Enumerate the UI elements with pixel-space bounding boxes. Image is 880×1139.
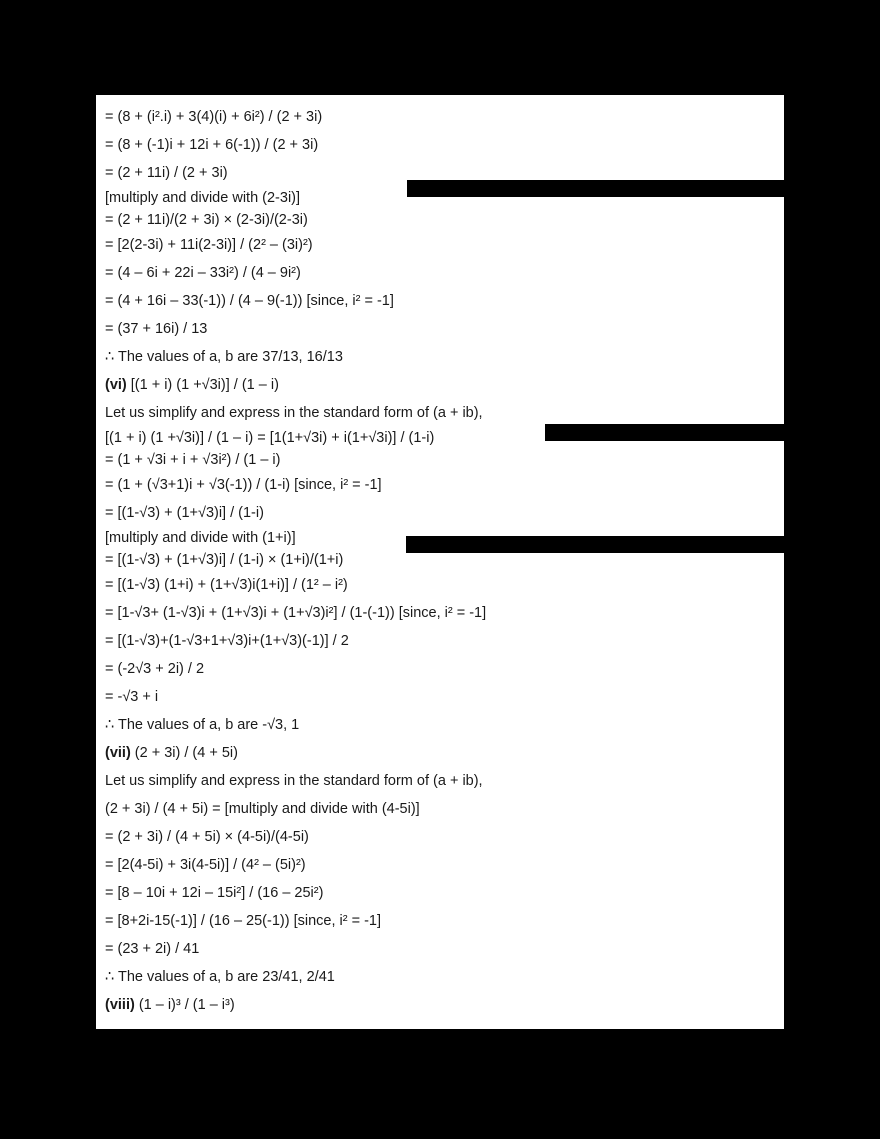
document-page — [96, 95, 784, 1029]
redaction-bar — [545, 424, 784, 441]
text-line — [96, 963, 784, 991]
line-text: ∴ The values of a, b are -√3, 1 — [105, 717, 300, 733]
text-line — [96, 627, 784, 655]
line-text: = (23 + 2i) / 41 — [105, 941, 200, 957]
text-line-item-viii — [96, 991, 784, 1019]
line-text: = -√3 + i — [105, 689, 159, 705]
line-text: (2 + 3i) / (4 + 5i) — [134, 745, 238, 761]
text-line — [96, 599, 784, 627]
text-line — [96, 131, 784, 159]
line-text: = (37 + 16i) / 13 — [105, 321, 208, 337]
text-line — [96, 571, 784, 599]
page-bottom-margin — [96, 1019, 784, 1029]
line-text: Let us simplify and express in the standard form of (a + ib), — [105, 405, 483, 421]
text-line — [96, 823, 784, 851]
redaction-bar — [406, 536, 784, 553]
line-text: = [2(2-3i) + 11i(2-3i)] / (2² – (3i)²) — [105, 237, 313, 253]
text-line — [96, 499, 784, 527]
text-line — [96, 767, 784, 795]
text-line — [96, 103, 784, 131]
line-text: = (4 – 6i + 22i – 33i²) / (4 – 9i²) — [105, 265, 301, 281]
text-line — [96, 259, 784, 287]
line-text: (2 + 3i) / (4 + 5i) = [multiply and divide with (4-5i)] — [105, 801, 420, 817]
line-text: (1 – i)³ / (1 – i³) — [138, 997, 235, 1013]
line-text: Let us simplify and express in the standard form of (a + ib), — [105, 773, 483, 789]
text-line — [96, 471, 784, 499]
text-line — [96, 287, 784, 315]
text-line — [96, 795, 784, 823]
line-text: = [8 – 10i + 12i – 15i²] / (16 – 25i²) — [105, 885, 324, 901]
text-line-item-vi — [96, 371, 784, 399]
line-text: = [2(4-5i) + 3i(4-5i)] / (4² – (5i)²) — [105, 857, 306, 873]
line-text: = [(1-√3)+(1-√3+1+√3)i+(1+√3)(-1)] / 2 — [105, 633, 349, 649]
line-text: = (2 + 11i) / (2 + 3i) — [105, 165, 228, 181]
line-text: = [(1-√3) + (1+√3)i] / (1-i) × (1+i)/(1+i) — [105, 552, 344, 568]
text-line — [96, 231, 784, 259]
line-text: = [(1-√3) (1+i) + (1+√3)i(1+i)] / (1² – i²) — [105, 577, 348, 593]
line-text: = (-2√3 + 2i) / 2 — [105, 661, 205, 677]
list-label: (viii) — [105, 997, 135, 1013]
text-line — [96, 399, 784, 427]
text-line — [96, 343, 784, 371]
text-line — [96, 683, 784, 711]
line-text: [multiply and divide with (1+i)] — [105, 530, 296, 546]
text-line — [96, 935, 784, 963]
text-line — [96, 449, 784, 471]
line-text: = [1-√3+ (1-√3)i + (1+√3)i + (1+√3)i²] / (1-(-1)) [since, i² = -1] — [105, 605, 487, 621]
line-text: [(1 + i) (1 +√3i)] / (1 – i) — [130, 377, 279, 393]
list-label: (vi) — [105, 377, 127, 393]
text-line — [96, 879, 784, 907]
line-text: = (2 + 3i) / (4 + 5i) × (4-5i)/(4-5i) — [105, 829, 309, 845]
line-text: = (1 + √3i + i + √3i²) / (1 – i) — [105, 452, 281, 468]
line-text: = (8 + (-1)i + 12i + 6(-1)) / (2 + 3i) — [105, 137, 319, 153]
text-line — [96, 851, 784, 879]
line-text: = (1 + (√3+1)i + √3(-1)) / (1-i) [since, i² = -1] — [105, 477, 382, 493]
page-top-margin — [96, 95, 784, 103]
text-line-item-vii — [96, 739, 784, 767]
line-text: = [(1-√3) + (1+√3)i] / (1-i) — [105, 505, 264, 521]
text-line — [96, 655, 784, 683]
text-line — [96, 907, 784, 935]
redaction-bar — [407, 180, 784, 197]
text-line — [96, 711, 784, 739]
text-line — [96, 315, 784, 343]
list-label: (vii) — [105, 745, 131, 761]
line-text: = [8+2i-15(-1)] / (16 – 25(-1)) [since, i² = -1] — [105, 913, 382, 929]
text-line — [96, 209, 784, 231]
line-text: = (8 + (i².i) + 3(4)(i) + 6i²) / (2 + 3i) — [105, 109, 323, 125]
line-text: = (4 + 16i – 33(-1)) / (4 – 9(-1)) [since, i² = -1] — [105, 293, 394, 309]
line-text: ∴ The values of a, b are 37/13, 16/13 — [105, 349, 343, 365]
line-text: ∴ The values of a, b are 23/41, 2/41 — [105, 969, 335, 985]
line-text: [(1 + i) (1 +√3i)] / (1 – i) = [1(1+√3i) + i(1+√3i)] / (1-i) — [105, 430, 435, 446]
line-text: = (2 + 11i)/(2 + 3i) × (2-3i)/(2-3i) — [105, 212, 308, 228]
line-text: [multiply and divide with (2-3i)] — [105, 190, 301, 206]
